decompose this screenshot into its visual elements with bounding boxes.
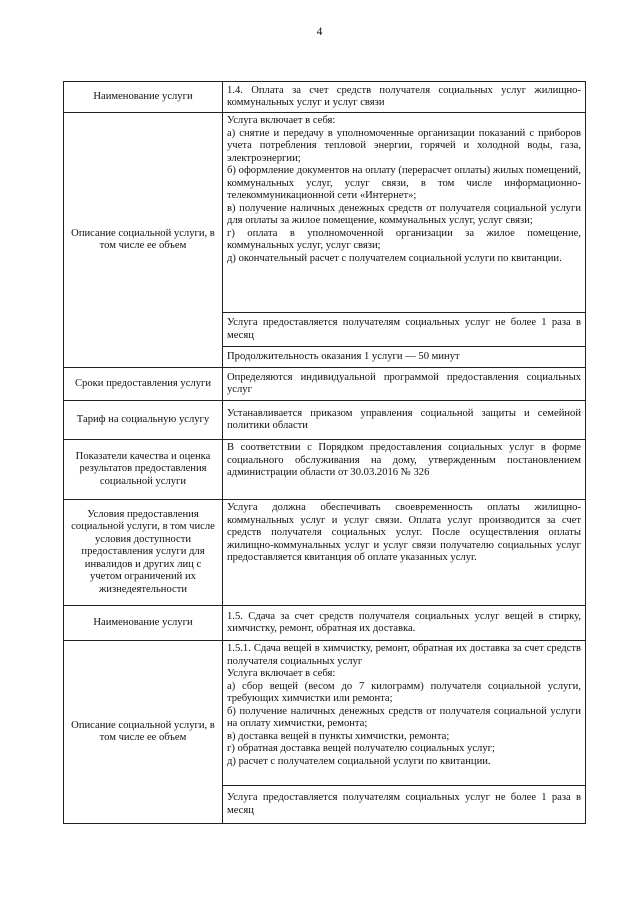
table-row	[64, 82, 586, 113]
row-value: Услуга должна обеспечивать своевременность оплаты жилищно-коммунальных услуг и услуг связи. Оплата услуг производится за счет средств получателя социальных услуг. После осуществления оплаты жилищно-коммунальных услуг и услуг связи получателю социальных услуг предоставляется квитанция об оплате указанных услуг.	[223, 500, 586, 606]
table-row	[64, 606, 586, 641]
row-label: Наименование услуги	[64, 82, 223, 113]
table-row	[64, 440, 586, 500]
table-row	[64, 368, 586, 401]
row-label: Сроки предоставления услуги	[64, 368, 223, 401]
description-line: Услуга включает в себя:	[227, 668, 336, 679]
description-line: а) снятие и передачу в уполномоченные организации показаний с приборов учета потребления тепловой энергии, горячей и холодной воды, газа, электроэнергии;	[227, 127, 581, 164]
description-line: б) получение наличных денежных средств от получателя социальной услуги на оплату химчистки, ремонта;	[227, 705, 581, 729]
table-row	[64, 113, 586, 313]
frequency-text: Услуга предоставляется получателям социальных услуг не более 1 раза в месяц	[223, 786, 586, 824]
row-value: В соответствии с Порядком предоставления социальных услуг в форме социального обслуживания на дому, утвержденным постановлением администрации области от 30.03.2016 № 326	[223, 440, 586, 500]
description-line: б) оформление документов на оплату (перерасчет оплаты) жилых помещений, коммунальных услуг, услуг связи, в том числе информационно-телекоммуникационной сети «Интернет»;	[227, 165, 581, 201]
row-label: Условия предоставления социальной услуги, в том числе условия доступности предоставления услуги для инвалидов и других лиц с учетом ограничений их жизнедеятельности	[64, 500, 223, 606]
description-line: в) доставка вещей в пункты химчистки, ремонта;	[227, 730, 450, 742]
row-label: Описание социальной услуги, в том числе ее объем	[64, 113, 223, 368]
row-value: 1.4. Оплата за счет средств получателя социальных услуг жилищно-коммунальных услуг и услуг связи	[223, 82, 586, 113]
row-label: Показатели качества и оценка результатов предоставления социальной услуги	[64, 440, 223, 500]
description-line: д) окончательный расчет с получателем социальной услуги по квитанции.	[227, 252, 562, 264]
description-line: Услуга включает в себя:	[227, 115, 336, 126]
page-number: 4	[316, 26, 323, 38]
row-value: Определяются индивидуальной программой предоставления социальных услуг	[223, 368, 586, 401]
service-table	[63, 81, 586, 824]
description-line: в) получение наличных денежных средств от получателя социальной услуги для оплаты за жилое помещение, коммунальных услуг, услуг связи;	[227, 202, 581, 226]
table-row	[64, 500, 586, 606]
row-value: Устанавливается приказом управления социальной защиты и семейной политики области	[223, 401, 586, 440]
table-row	[64, 401, 586, 440]
description-line: г) обратная доставка вещей получателю социальных услуг;	[227, 743, 495, 754]
row-value	[223, 641, 586, 786]
row-label: Наименование услуги	[64, 606, 223, 641]
row-value: 1.5. Сдача за счет средств получателя социальных услуг вещей в стирку, химчистку, ремонт, обратная их доставка.	[223, 606, 586, 641]
description-line: г) оплата в уполномоченной организации за жилое помещение, коммунальных услуг, услуг связи;	[227, 227, 581, 251]
frequency-text: Услуга предоставляется получателям социальных услуг не более 1 раза в месяц	[223, 313, 586, 347]
duration-text: Продолжительность оказания 1 услуги — 50 минут	[223, 347, 586, 368]
description-line: а) сбор вещей (весом до 7 килограмм) получателя социальной услуги, требующих химчистки или ремонта;	[227, 680, 581, 704]
description-line: 1.5.1. Сдача вещей в химчистку, ремонт, обратная их доставка за счет средств получателя социальных услуг	[227, 643, 581, 667]
row-label: Тариф на социальную услугу	[64, 401, 223, 440]
description-line: д) расчет с получателем социальной услуги по квитанции.	[227, 755, 491, 767]
table-row	[64, 641, 586, 786]
row-label: Описание социальной услуги, в том числе ее объем	[64, 641, 223, 824]
row-value	[223, 113, 586, 313]
